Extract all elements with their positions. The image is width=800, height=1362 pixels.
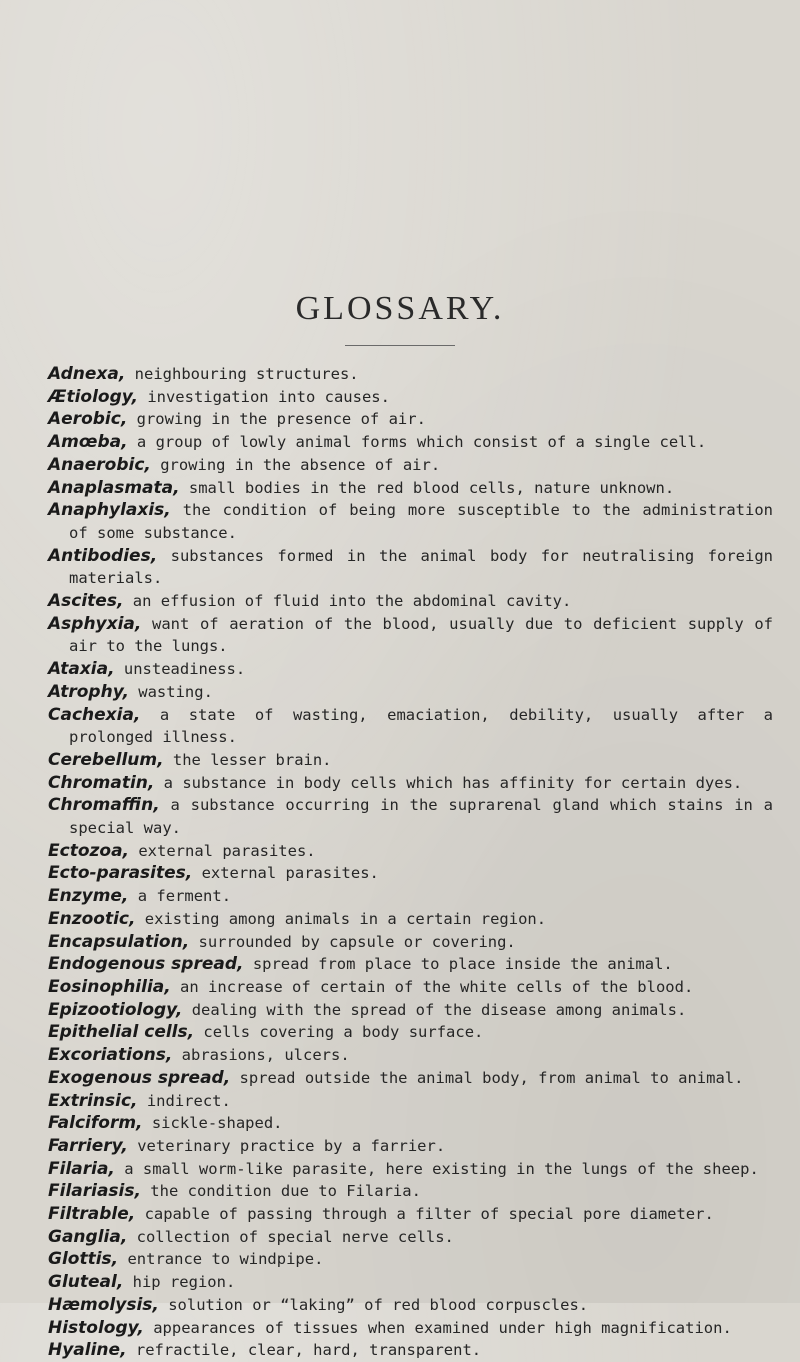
glossary-definition: a small worm-like parasite, here existing in the lungs of the sheep. (114, 1159, 759, 1178)
glossary-term: Cerebellum, (48, 749, 164, 770)
glossary-definition: hip region. (123, 1273, 236, 1292)
glossary-term: Asphyxia, (48, 613, 142, 634)
glossary-list (48, 363, 773, 1362)
glossary-term: Anaplasmata, (48, 477, 180, 498)
glossary-definition: refractile, clear, hard, transparent. (126, 1341, 482, 1360)
glossary-term: Enzyme, (48, 886, 129, 907)
glossary-term: Encapsulation, (48, 931, 190, 952)
glossary-term: Filtrable, (48, 1204, 136, 1225)
glossary-entry (48, 477, 773, 500)
glossary-definition: veterinary practice by a farrier. (127, 1136, 446, 1155)
glossary-entry (48, 1339, 773, 1362)
glossary-definition: cells covering a body surface. (194, 1023, 484, 1042)
glossary-entry (48, 908, 773, 931)
glossary-entry (48, 772, 773, 795)
glossary-term: Chromatin, (48, 772, 155, 793)
glossary-definition: a substance in body cells which has affinity for certain dyes. (154, 773, 743, 792)
glossary-term: Antibodies, (48, 545, 158, 566)
glossary-entry (48, 862, 773, 885)
glossary-entry (48, 1067, 773, 1090)
title-rule (345, 345, 455, 346)
glossary-term: Chromaffin, (48, 795, 160, 816)
glossary-entry (48, 1317, 773, 1340)
glossary-term: Ganglia, (48, 1226, 128, 1247)
glossary-entry (48, 999, 773, 1022)
glossary-entry (48, 1248, 773, 1271)
glossary-entry (48, 408, 773, 431)
glossary-term: Anaerobic, (48, 454, 151, 475)
glossary-entry (48, 545, 773, 590)
glossary-definition: external parasites. (129, 841, 316, 860)
glossary-definition: a group of lowly animal forms which consist of a single cell. (127, 433, 707, 452)
glossary-term: Filaria, (48, 1158, 115, 1179)
glossary-term: Epizootiology, (48, 999, 183, 1020)
glossary-definition: unsteadiness. (114, 660, 246, 679)
glossary-term: Hyaline, (48, 1340, 127, 1361)
glossary-entry (48, 1180, 773, 1203)
glossary-entry (48, 454, 773, 477)
glossary-entry (48, 931, 773, 954)
glossary-term: Extrinsic, (48, 1090, 138, 1111)
glossary-entry (48, 1044, 773, 1067)
glossary-definition: investigation into causes. (137, 387, 390, 406)
glossary-entry (48, 1226, 773, 1249)
glossary-entry (48, 976, 773, 999)
glossary-entry (48, 704, 773, 749)
glossary-definition: sickle-shaped. (142, 1114, 283, 1133)
glossary-definition: entrance to windpipe. (118, 1250, 324, 1269)
glossary-definition: indirect. (137, 1091, 231, 1110)
glossary-entry (48, 590, 773, 613)
glossary-term: Cachexia, (48, 704, 141, 725)
glossary-entry (48, 794, 773, 839)
glossary-entry (48, 885, 773, 908)
glossary-entry (48, 1158, 773, 1181)
glossary-definition: growing in the absence of air. (150, 455, 441, 474)
glossary-term: Filariasis, (48, 1181, 141, 1202)
glossary-term: Aerobic, (48, 409, 128, 430)
glossary-entry (48, 613, 773, 658)
glossary-definition: solution or “laking” of red blood corpuscles. (158, 1295, 589, 1314)
glossary-entry (48, 840, 773, 863)
glossary-definition: capable of passing through a filter of special pore diameter. (135, 1205, 714, 1224)
glossary-term: Falciform, (48, 1113, 143, 1134)
glossary-term: Eosinophilia, (48, 976, 171, 997)
glossary-definition: neighbouring structures. (125, 365, 359, 383)
glossary-definition: an effusion of fluid into the abdominal cavity. (123, 592, 572, 611)
glossary-definition: dealing with the spread of the disease among animals. (182, 1000, 687, 1019)
glossary-definition: a ferment. (128, 887, 232, 906)
glossary-entry (48, 658, 773, 681)
glossary-term: Ascites, (48, 591, 124, 612)
glossary-term: Gluteal, (48, 1272, 124, 1293)
glossary-term: Enzootic, (48, 908, 136, 929)
glossary-entry (48, 749, 773, 772)
glossary-definition: small bodies in the red blood cells, nature unknown. (179, 478, 675, 497)
glossary-term: Hæmolysis, (48, 1294, 159, 1315)
glossary-definition: existing among animals in a certain region. (135, 909, 547, 928)
glossary-entry (48, 363, 773, 386)
glossary-definition: spread from place to place inside the animal. (243, 955, 673, 974)
glossary-definition: want of aeration of the blood, usually due to deficient supply of air to the lungs. (69, 614, 773, 656)
glossary-definition: surrounded by capsule or covering. (189, 932, 516, 951)
glossary-definition: abrasions, ulcers. (172, 1046, 350, 1065)
glossary-entry (48, 1112, 773, 1135)
glossary-definition: a substance occurring in the suprarenal gland which stains in a special way. (69, 796, 773, 838)
glossary-entry (48, 1090, 773, 1113)
glossary-term: Ætiology, (48, 386, 138, 407)
glossary-entry (48, 1203, 773, 1226)
glossary-term: Ataxia, (48, 659, 115, 680)
glossary-entry (48, 953, 773, 976)
page-title: GLOSSARY. (295, 290, 505, 327)
glossary-definition: the condition due to Filaria. (140, 1182, 421, 1201)
glossary-term: Histology, (48, 1317, 144, 1338)
glossary-entry (48, 499, 773, 544)
glossary-term: Adnexa, (48, 364, 126, 384)
glossary-term: Farriery, (48, 1135, 128, 1156)
glossary-term: Atrophy, (48, 681, 129, 702)
glossary-entry (48, 1271, 773, 1294)
glossary-term: Epithelial cells, (48, 1022, 195, 1043)
glossary-entry (48, 681, 773, 704)
glossary-definition: collection of special nerve cells. (127, 1227, 454, 1246)
glossary-entry (48, 1021, 773, 1044)
glossary-definition: a state of wasting, emaciation, debility, usually after a prolonged illness. (69, 705, 773, 747)
glossary-term: Amœba, (48, 432, 128, 453)
glossary-definition: spread outside the animal body, from animal to animal. (230, 1068, 744, 1087)
glossary-term: Excoriations, (48, 1045, 173, 1066)
glossary-term: Anaphylaxis, (48, 500, 171, 521)
glossary-definition: an increase of certain of the white cells of the blood. (170, 977, 694, 996)
glossary-definition: the condition of being more susceptible to the administration of some substance. (69, 501, 773, 542)
glossary-entry (48, 1135, 773, 1158)
glossary-definition: the lesser brain. (163, 750, 332, 769)
glossary-term: Ectozoa, (48, 840, 129, 861)
glossary-entry (48, 386, 773, 409)
glossary-definition: growing in the presence of air. (127, 410, 426, 429)
glossary-definition: wasting. (128, 682, 213, 701)
glossary-definition: appearances of tissues when examined under high magnification. (143, 1318, 732, 1337)
glossary-definition: external parasites. (192, 864, 379, 883)
glossary-entry (48, 1294, 773, 1317)
glossary-entry (48, 431, 773, 454)
glossary-definition: substances formed in the animal body for neutralising foreign materials. (69, 546, 773, 588)
glossary-term: Glottis, (48, 1249, 119, 1270)
glossary-term: Exogenous spread, (48, 1067, 231, 1088)
glossary-term: Endogenous spread, (48, 954, 244, 975)
glossary-term: Ecto-parasites, (48, 863, 193, 884)
